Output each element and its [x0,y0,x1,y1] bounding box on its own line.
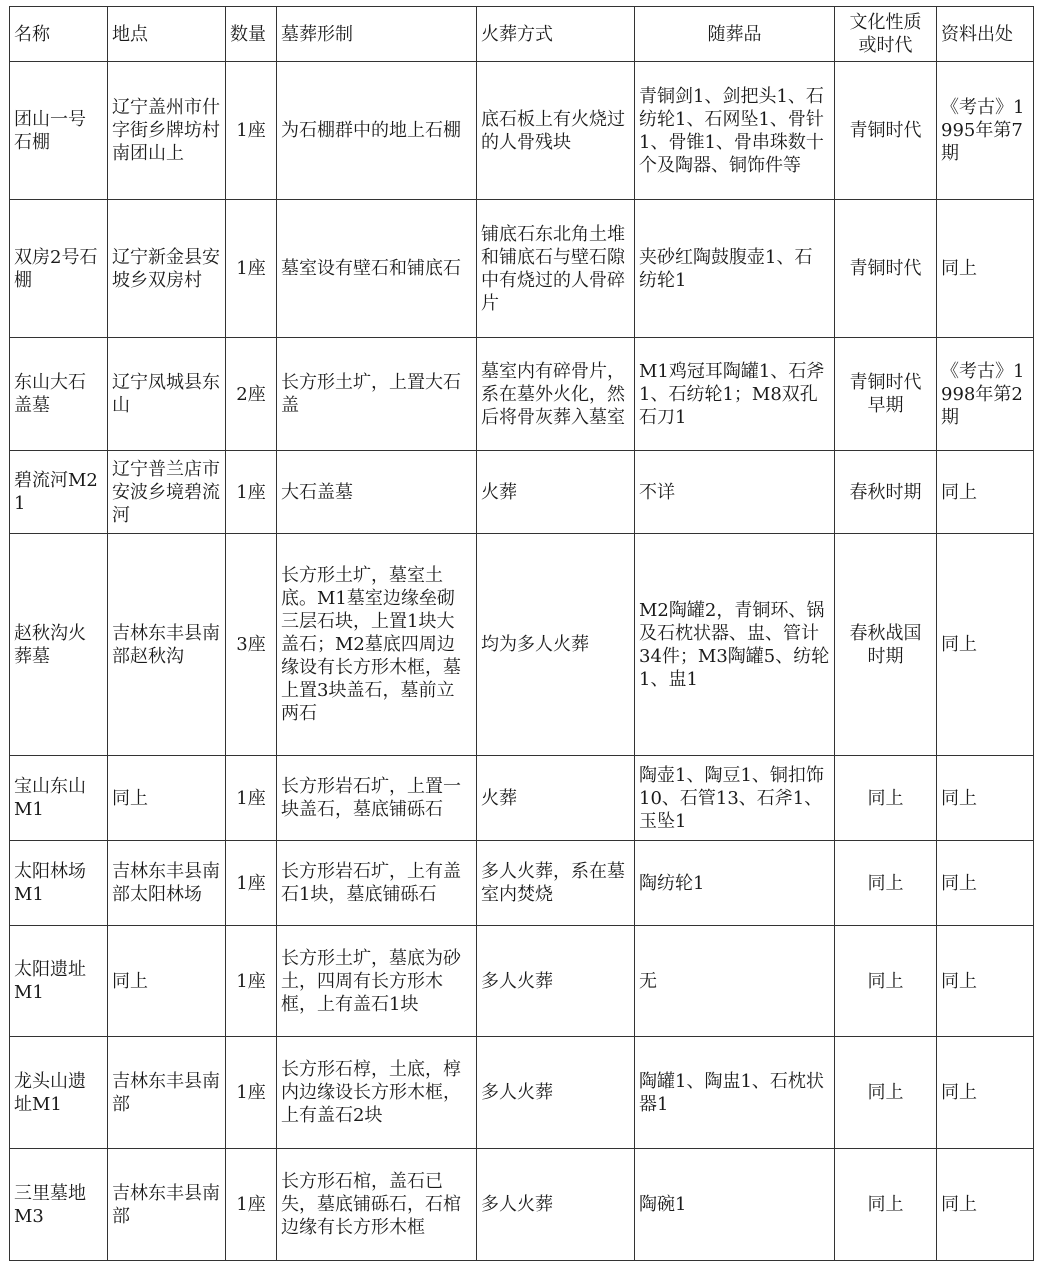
cell-location: 辽宁普兰店市安波乡境碧流河 [108,451,226,534]
header-count: 数量 [226,7,277,62]
cell-period-line-1: 青铜时代 [849,372,922,393]
header-period [835,7,937,62]
cell-count: 1座 [226,926,277,1037]
table-row [10,62,1034,200]
cell-count: 1座 [226,1149,277,1261]
cell-cremation: 墓室内有碎骨片，系在墓外火化，然后将骨灰葬入墓室 [477,338,635,451]
cell-period: 春秋时期 [835,451,937,534]
cell-count: 1座 [226,756,277,841]
header-period-line-2: 或时代 [858,35,913,56]
cell-name: 赵秋沟火葬墓 [10,534,108,756]
cell-count: 1座 [226,451,277,534]
cell-period [835,534,937,756]
cell-count: 2座 [226,338,277,451]
cell-tomb-form: 长方形土圹，墓室土底。M1墓室边缘垒砌三层石块，上置1块大盖石；M2墓底四周边缘设有长方形木框，墓上置3块盖石，墓前立两石 [277,534,477,756]
cell-period: 同上 [835,1037,937,1149]
cell-tomb-form: 墓室设有壁石和铺底石 [277,200,477,338]
table-row [10,1037,1034,1149]
table-header [10,7,1034,62]
table-row [10,338,1034,451]
cell-goods: 陶壶1、陶豆1、铜扣饰10、石管13、石斧1、玉坠1 [635,756,835,841]
table-row [10,200,1034,338]
cell-period: 同上 [835,1149,937,1261]
cell-name: 太阳遗址M1 [10,926,108,1037]
cell-location: 同上 [108,756,226,841]
cell-source: 《考古》1998年第2期 [937,338,1034,451]
cell-count: 1座 [226,62,277,200]
cell-name: 碧流河M21 [10,451,108,534]
header-name: 名称 [10,7,108,62]
cell-period [835,338,937,451]
cell-tomb-form: 长方形土圹，上置大石盖 [277,338,477,451]
table-row [10,451,1034,534]
cell-name: 龙头山遗址M1 [10,1037,108,1149]
table-row [10,926,1034,1037]
cell-period-line-2: 早期 [867,395,904,416]
table-row [10,534,1034,756]
cell-location: 同上 [108,926,226,1037]
cell-source: 同上 [937,841,1034,926]
cell-cremation: 多人火葬 [477,1037,635,1149]
header-period-line-1: 文化性质 [849,12,922,33]
cell-name: 团山一号石棚 [10,62,108,200]
cell-cremation: 火葬 [477,451,635,534]
cell-tomb-form: 长方形石椁，土底，椁内边缘设长方形木框，上有盖石2块 [277,1037,477,1149]
table-body [10,62,1034,1261]
cell-tomb-form: 为石棚群中的地上石棚 [277,62,477,200]
cell-source: 同上 [937,1149,1034,1261]
cell-goods: 陶罐1、陶盅1、石枕状器1 [635,1037,835,1149]
cremation-tombs-table [9,6,1034,1261]
cell-goods: 夹砂红陶鼓腹壶1、石纺轮1 [635,200,835,338]
cell-goods: M1鸡冠耳陶罐1、石斧1、石纺轮1；M8双孔石刀1 [635,338,835,451]
cell-count: 1座 [226,1037,277,1149]
cell-period: 青铜时代 [835,62,937,200]
header-cremation: 火葬方式 [477,7,635,62]
table-row [10,1149,1034,1261]
cell-cremation: 多人火葬 [477,926,635,1037]
cell-period: 同上 [835,756,937,841]
cell-source: 同上 [937,200,1034,338]
cell-goods: 青铜剑1、剑把头1、石纺轮1、石网坠1、骨针1、骨锥1、骨串珠数十个及陶器、铜饰件等 [635,62,835,200]
cell-source: 同上 [937,534,1034,756]
cell-name: 东山大石盖墓 [10,338,108,451]
cell-location: 辽宁凤城县东山 [108,338,226,451]
table-row [10,841,1034,926]
cell-location: 吉林东丰县南部 [108,1149,226,1261]
cell-name: 太阳林场M1 [10,841,108,926]
cell-source: 《考古》1995年第7期 [937,62,1034,200]
cell-goods: 陶碗1 [635,1149,835,1261]
cell-tomb-form: 长方形岩石圹，上有盖石1块，墓底铺砾石 [277,841,477,926]
cell-location: 吉林东丰县南部 [108,1037,226,1149]
cell-period: 同上 [835,926,937,1037]
cell-cremation: 底石板上有火烧过的人骨残块 [477,62,635,200]
cell-tomb-form: 长方形土圹，墓底为砂土，四周有长方形木框，上有盖石1块 [277,926,477,1037]
header-source: 资料出处 [937,7,1034,62]
cell-cremation: 火葬 [477,756,635,841]
cell-goods: 不详 [635,451,835,534]
cell-source: 同上 [937,1037,1034,1149]
cell-cremation: 多人火葬 [477,1149,635,1261]
cell-name: 三里墓地M3 [10,1149,108,1261]
cell-cremation: 均为多人火葬 [477,534,635,756]
cell-name: 双房2号石棚 [10,200,108,338]
cell-name: 宝山东山M1 [10,756,108,841]
cell-source: 同上 [937,451,1034,534]
cell-count: 3座 [226,534,277,756]
cell-period-line-2: 时期 [867,645,904,667]
cell-count: 1座 [226,841,277,926]
cell-source: 同上 [937,756,1034,841]
cell-goods: 陶纺轮1 [635,841,835,926]
cell-period: 同上 [835,841,937,926]
header-tomb-form: 墓葬形制 [277,7,477,62]
header-goods: 随葬品 [635,7,835,62]
cell-period-line-1: 春秋战国 [849,622,922,644]
cell-tomb-form: 长方形岩石圹，上置一块盖石，墓底铺砾石 [277,756,477,841]
header-location: 地点 [108,7,226,62]
cell-cremation: 多人火葬，系在墓室内焚烧 [477,841,635,926]
cell-tomb-form: 长方形石棺，盖石已失，墓底铺砾石，石棺边缘有长方形木框 [277,1149,477,1261]
cell-goods: M2陶罐2，青铜环、锅及石枕状器、盅、管计34件；M3陶罐5、纺轮1、盅1 [635,534,835,756]
cell-location: 吉林东丰县南部太阳林场 [108,841,226,926]
cell-location: 吉林东丰县南部赵秋沟 [108,534,226,756]
cell-goods: 无 [635,926,835,1037]
cell-cremation: 铺底石东北角土堆和铺底石与壁石隙中有烧过的人骨碎片 [477,200,635,338]
cell-location: 辽宁盖州市什字街乡牌坊村南团山上 [108,62,226,200]
header-row [10,7,1034,62]
cell-location: 辽宁新金县安坡乡双房村 [108,200,226,338]
cell-tomb-form: 大石盖墓 [277,451,477,534]
cell-period: 青铜时代 [835,200,937,338]
table-row [10,756,1034,841]
cell-count: 1座 [226,200,277,338]
cell-source: 同上 [937,926,1034,1037]
